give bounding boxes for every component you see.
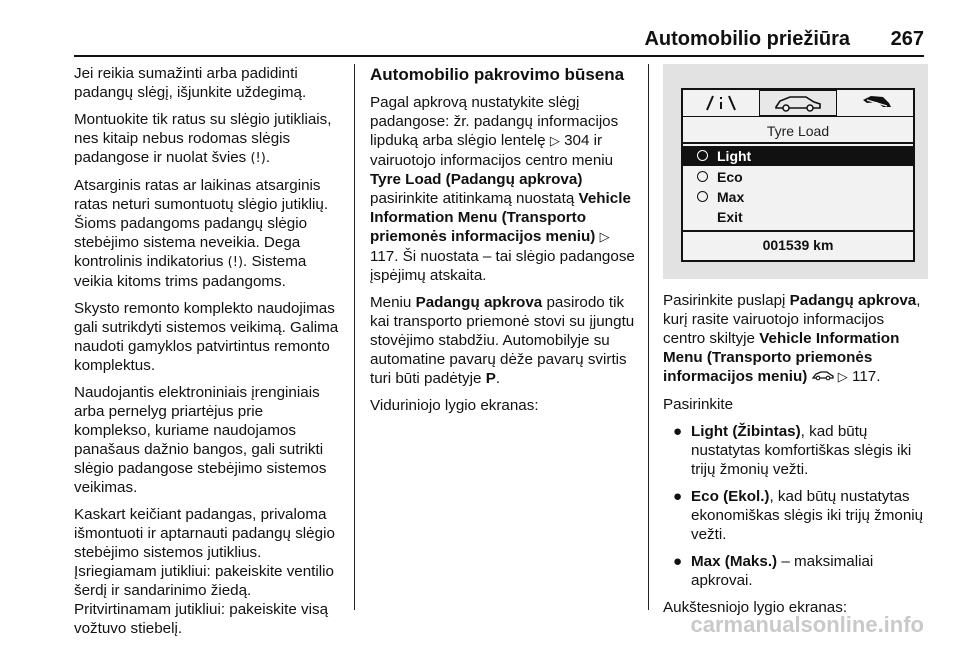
paragraph — [370, 93, 636, 285]
column-right — [663, 64, 928, 625]
display-divider — [683, 142, 913, 144]
section-heading: Automobilio pakrovimo būsena — [370, 65, 625, 84]
option-description: , kad būtų nustatytas komfortiškas slėgis iki trijų žmonių vežti. — [691, 423, 912, 478]
paragraph-text: Pasirinkite puslapį — [663, 292, 786, 309]
road-icon — [683, 90, 759, 116]
menu-name: Padangų apkrova — [415, 294, 543, 311]
tire-pressure-warning-icon: (!) — [250, 151, 266, 166]
bullet-icon: ● — [673, 488, 683, 505]
paragraph: Kaskart keičiant padangas, privaloma išmontuoti ir aptarnauti padangų slėgio stebėjimo sistemos jutiklius. Įsriegiamam jutikliui: pakeiskite ventilio šerdį ir sandarinimo žiedą. Pritvirtinamam jutikliui: pakeiskite visą vožtuvo stiebelį. — [74, 506, 335, 637]
paragraph-text: . Sistema veikia kitoms trims padangoms. — [74, 253, 307, 290]
driver-info-display — [681, 88, 915, 262]
column-divider — [648, 64, 649, 610]
display-tab-vehicle — [759, 90, 837, 116]
paragraph-text: Pagal apkrovą nustatykite slėgį padangose: žr. padangų informacijos lipduką arba slėgio lentelę — [370, 94, 619, 149]
radio-icon — [697, 191, 708, 202]
paragraph-text: Montuokite tik ratus su slėgio jutikliais, nes kitaip nebus rodomas slėgis padangose ir nuolat švies — [74, 111, 332, 166]
tire-pressure-warning-icon: (!) — [227, 255, 244, 270]
paragraph-text: 304 ir vairuotojo informacijos centro meniu — [370, 132, 614, 169]
page-reference-icon: ▷ — [837, 370, 848, 385]
paragraph — [663, 291, 928, 387]
column-divider — [354, 64, 355, 610]
display-illustration — [663, 64, 928, 279]
car-icon — [812, 369, 834, 381]
paragraph — [74, 176, 344, 291]
display-tab-road — [683, 90, 759, 116]
options-list — [663, 422, 928, 590]
column-left — [74, 64, 344, 646]
list-item — [663, 422, 928, 479]
option-name: Eco (Ekol.) — [691, 488, 770, 505]
option-label: Eco — [717, 169, 743, 185]
paragraph-text: 117. — [852, 368, 881, 385]
radio-icon — [697, 150, 708, 161]
option-name: Light (Žibintas) — [691, 423, 801, 440]
option-description: , kad būtų nustatytas ekonomiškas slėgis iki trijų žmonių vežti. — [691, 488, 924, 543]
option-label: Light — [717, 148, 752, 164]
option-description: – maksimaliai apkrovai. — [691, 553, 874, 589]
paragraph: Aukštesniojo lygio ekranas: — [663, 599, 848, 616]
paragraph-text: 117. Ši nuostata – tai slėgio padangose įspėjimų atskaita. — [370, 248, 635, 284]
option-name: Max (Maks.) — [691, 553, 778, 570]
display-option-exit — [683, 207, 913, 227]
page-reference-icon: ▷ — [599, 230, 610, 245]
paragraph-text: Meniu — [370, 294, 412, 311]
menu-name: Tyre Load (Padangų apkrova) — [370, 171, 583, 188]
list-item — [663, 552, 928, 590]
watermark: carmanualsonline.info — [690, 612, 924, 637]
paragraph-text: pasirodo tik kai transporto priemonė stovi su įjungtu stovėjimo stabdžiu. Automobilyje su automatine pavarų dėže pavarų svirtis turi būti padėtyje — [370, 294, 635, 387]
odometer-readout: 001539 km — [762, 237, 834, 253]
page-number: 267 — [890, 28, 924, 50]
option-label: Exit — [717, 209, 743, 225]
bullet-icon: ● — [673, 553, 683, 570]
paragraph-text: Atsarginis ratas ar laikinas atsarginis ratas neturi sumontuotų slėgio jutiklių. Šioms padangoms padangų slėgio stebėjimo sistema neveikia. Dega kontrolinis indikatorius — [74, 177, 329, 270]
column-middle — [370, 64, 636, 423]
gear-position: P — [485, 370, 496, 387]
paragraph: Jei reikia sumažinti arba padidinti padangų slėgį, išjunkite uždegimą. — [74, 65, 307, 101]
paragraph: Naudojantis elektroniniais įrenginiais arba pernelyg priartėjus prie komplekso, kuriame naudojamos panašaus dažnio bangos, gali sutrikti slėgio padangose stebėjimo sistemos veikimas. — [74, 384, 327, 496]
display-option-max — [683, 187, 913, 207]
display-tab-settings — [837, 90, 913, 116]
radio-icon — [697, 171, 708, 182]
paragraph: Pasirinkite — [663, 396, 734, 413]
car-icon — [760, 91, 836, 115]
list-item — [663, 487, 928, 544]
display-divider — [683, 230, 913, 232]
menu-name: Padangų apkrova — [789, 292, 917, 309]
menu-name: Vehicle Information Menu (Transporto priemonės informacijos meniu) — [370, 190, 631, 245]
option-label: Max — [717, 189, 745, 205]
display-option-eco — [683, 167, 913, 187]
paragraph: Montuokite tik ratus su slėgio jutikliais, nes kitaip nebus rodomas slėgis padangose ir nuolat švies (!). — [74, 111, 332, 166]
display-option-light — [683, 146, 913, 166]
bullet-icon: ● — [673, 423, 683, 440]
display-title: Tyre Load — [766, 123, 830, 139]
paragraph-text: pasirinkite atitinkamą nuostatą — [370, 190, 575, 207]
menu-name: Vehicle Information Menu (Transporto priemonės informacijos meniu) — [663, 330, 900, 385]
page-reference-icon: ▷ — [549, 134, 560, 149]
header-rule — [74, 55, 924, 57]
paragraph: Skysto remonto komplekto naudojimas gali sutrikdyti sistemos veikimą. Galima naudoti gamyklos patvirtintus remonto komplektus. — [74, 300, 339, 374]
display-tab-bar — [683, 90, 913, 117]
page-header — [0, 0, 960, 60]
paragraph-text: , kurį rasite vairuotojo informacijos centro skiltyje — [663, 292, 921, 347]
car-settings-icon — [837, 90, 913, 116]
page-header-title: Automobilio priežiūra — [644, 28, 850, 50]
paragraph: Meniu Padangų apkrova pasirodo tik kai transporto priemonė stovi su įjungtu stovėjimo stabdžiu. Automobilyje su automatine pavarų dėže pavarų svirtis turi būti padėtyje P. — [370, 294, 635, 387]
paragraph: Viduriniojo lygio ekranas: — [370, 397, 539, 414]
